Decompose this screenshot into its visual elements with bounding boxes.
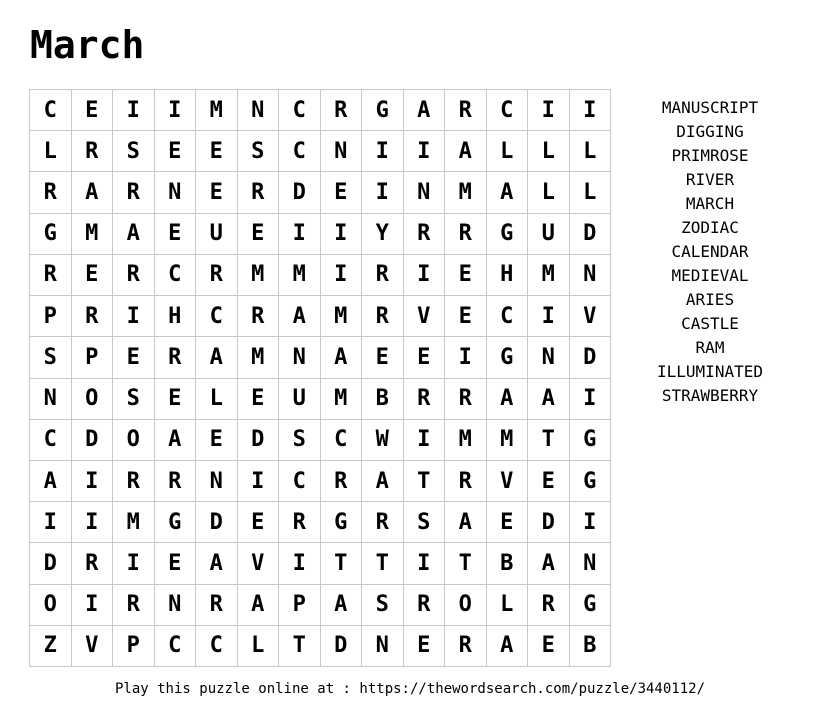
grid-cell[interactable]: U xyxy=(528,214,570,255)
grid-cell[interactable]: S xyxy=(279,420,321,461)
grid-cell[interactable]: A xyxy=(321,337,363,378)
grid-cell[interactable]: I xyxy=(404,543,446,584)
grid-cell[interactable]: C xyxy=(155,255,197,296)
grid-cell[interactable]: B xyxy=(570,626,612,667)
grid-cell[interactable]: R xyxy=(445,461,487,502)
grid-cell[interactable]: M xyxy=(279,255,321,296)
grid-cell[interactable]: M xyxy=(487,420,529,461)
grid-cell[interactable]: V xyxy=(487,461,529,502)
grid-cell[interactable]: A xyxy=(72,172,114,213)
grid-cell[interactable]: E xyxy=(404,626,446,667)
grid-cell[interactable]: R xyxy=(113,172,155,213)
grid-cell[interactable]: A xyxy=(487,379,529,420)
grid-cell[interactable]: S xyxy=(113,379,155,420)
grid-cell[interactable]: U xyxy=(196,214,238,255)
grid-cell[interactable]: A xyxy=(445,131,487,172)
word-list-item: MARCH xyxy=(685,194,735,213)
grid-cell[interactable]: R xyxy=(445,214,487,255)
grid-cell[interactable]: G xyxy=(570,585,612,626)
grid-cell[interactable]: I xyxy=(113,543,155,584)
grid-cell[interactable]: N xyxy=(362,626,404,667)
grid-cell[interactable]: A xyxy=(196,543,238,584)
grid-cell[interactable]: D xyxy=(570,337,612,378)
grid-cell[interactable]: E xyxy=(155,131,197,172)
grid-cell[interactable]: G xyxy=(487,214,529,255)
grid-cell[interactable]: Z xyxy=(30,626,72,667)
grid-cell[interactable]: I xyxy=(30,502,72,543)
grid-cell[interactable]: R xyxy=(113,461,155,502)
grid-cell[interactable]: G xyxy=(570,420,612,461)
word-list-item: ILLUMINATED xyxy=(657,362,763,381)
grid-cell[interactable]: L xyxy=(528,172,570,213)
grid-cell[interactable]: A xyxy=(321,585,363,626)
grid-cell[interactable]: E xyxy=(321,172,363,213)
grid-cell[interactable]: R xyxy=(321,461,363,502)
grid-cell[interactable]: N xyxy=(238,90,280,131)
grid-cell[interactable]: H xyxy=(155,296,197,337)
word-list-item: RIVER xyxy=(685,170,735,189)
grid-cell[interactable]: D xyxy=(279,172,321,213)
grid-cell[interactable]: E xyxy=(528,461,570,502)
grid-cell[interactable]: S xyxy=(404,502,446,543)
grid-cell[interactable]: R xyxy=(404,379,446,420)
grid-cell[interactable]: R xyxy=(238,296,280,337)
grid-cell[interactable]: I xyxy=(279,543,321,584)
grid-cell[interactable]: C xyxy=(30,420,72,461)
word-list-item: MANUSCRIPT xyxy=(661,98,759,117)
grid-cell[interactable]: R xyxy=(445,626,487,667)
grid-cell[interactable]: L xyxy=(528,131,570,172)
grid-cell[interactable]: C xyxy=(321,420,363,461)
grid-cell[interactable]: E xyxy=(445,255,487,296)
grid-cell[interactable]: C xyxy=(279,90,321,131)
grid-cell[interactable]: E xyxy=(445,296,487,337)
grid-cell[interactable]: T xyxy=(279,626,321,667)
grid-cell[interactable]: M xyxy=(445,172,487,213)
word-list-item: DIGGING xyxy=(676,122,744,141)
grid-cell[interactable]: A xyxy=(113,214,155,255)
grid-cell[interactable]: R xyxy=(238,172,280,213)
grid-cell[interactable]: R xyxy=(445,90,487,131)
grid-cell[interactable]: M xyxy=(528,255,570,296)
grid-cell[interactable]: C xyxy=(279,461,321,502)
grid-cell[interactable]: B xyxy=(487,543,529,584)
grid-cell[interactable]: R xyxy=(113,585,155,626)
grid-cell[interactable]: U xyxy=(279,379,321,420)
grid-cell[interactable]: D xyxy=(30,543,72,584)
grid-cell[interactable]: M xyxy=(445,420,487,461)
grid-cell[interactable]: I xyxy=(72,461,114,502)
grid-cell[interactable]: O xyxy=(445,585,487,626)
grid-cell[interactable]: I xyxy=(404,420,446,461)
grid-cell[interactable]: S xyxy=(30,337,72,378)
grid-cell[interactable]: G xyxy=(487,337,529,378)
grid-cell[interactable]: A xyxy=(279,296,321,337)
grid-cell[interactable]: R xyxy=(72,296,114,337)
grid-cell[interactable]: O xyxy=(72,379,114,420)
grid-cell[interactable]: R xyxy=(404,585,446,626)
word-list-item: CASTLE xyxy=(681,314,739,333)
grid-cell[interactable]: E xyxy=(487,502,529,543)
grid-cell[interactable]: G xyxy=(155,502,197,543)
grid-cell[interactable]: P xyxy=(30,296,72,337)
grid-cell[interactable]: N xyxy=(155,172,197,213)
grid-cell[interactable]: N xyxy=(279,337,321,378)
grid-cell[interactable]: P xyxy=(279,585,321,626)
word-list-item: ZODIAC xyxy=(681,218,739,237)
grid-cell[interactable]: E xyxy=(238,214,280,255)
grid-cell[interactable]: H xyxy=(487,255,529,296)
grid-cell[interactable]: N xyxy=(404,172,446,213)
word-list-item: RAM xyxy=(695,338,725,357)
grid-cell[interactable]: R xyxy=(196,255,238,296)
grid-cell[interactable]: E xyxy=(113,337,155,378)
grid-cell[interactable]: P xyxy=(72,337,114,378)
grid-cell[interactable]: E xyxy=(155,214,197,255)
grid-cell[interactable]: N xyxy=(321,131,363,172)
grid-cell[interactable]: M xyxy=(321,379,363,420)
grid-cell[interactable]: V xyxy=(72,626,114,667)
grid-cell[interactable]: L xyxy=(196,379,238,420)
grid-cell[interactable]: L xyxy=(238,626,280,667)
grid-cell[interactable]: V xyxy=(404,296,446,337)
grid-cell[interactable]: D xyxy=(72,420,114,461)
grid-cell[interactable]: M xyxy=(72,214,114,255)
grid-cell[interactable]: I xyxy=(279,214,321,255)
grid-cell[interactable]: S xyxy=(238,131,280,172)
grid-cell[interactable]: R xyxy=(72,131,114,172)
grid-cell[interactable]: R xyxy=(279,502,321,543)
grid-cell[interactable]: I xyxy=(72,585,114,626)
grid-cell[interactable]: T xyxy=(445,543,487,584)
grid-cell[interactable]: E xyxy=(238,379,280,420)
grid-cell[interactable]: I xyxy=(321,255,363,296)
grid-cell[interactable]: R xyxy=(445,379,487,420)
grid-cell[interactable]: I xyxy=(445,337,487,378)
grid-cell[interactable]: W xyxy=(362,420,404,461)
grid-cell[interactable]: L xyxy=(30,131,72,172)
grid-cell[interactable]: T xyxy=(321,543,363,584)
grid-cell[interactable]: I xyxy=(321,214,363,255)
word-list xyxy=(630,96,790,408)
grid-cell[interactable]: L xyxy=(487,585,529,626)
grid-cell[interactable]: D xyxy=(321,626,363,667)
grid-cell[interactable]: I xyxy=(155,90,197,131)
grid-cell[interactable]: G xyxy=(30,214,72,255)
grid-cell[interactable]: A xyxy=(196,337,238,378)
grid-cell[interactable]: L xyxy=(570,172,612,213)
grid-cell[interactable]: A xyxy=(487,626,529,667)
grid-cell[interactable]: D xyxy=(570,214,612,255)
grid-cell[interactable]: A xyxy=(528,543,570,584)
grid-cell[interactable]: M xyxy=(321,296,363,337)
grid-cell[interactable]: V xyxy=(238,543,280,584)
grid-cell[interactable]: O xyxy=(30,585,72,626)
grid-cell[interactable]: R xyxy=(72,543,114,584)
grid-cell[interactable]: C xyxy=(487,296,529,337)
grid-cell[interactable]: I xyxy=(362,131,404,172)
grid-cell[interactable]: R xyxy=(155,461,197,502)
grid-cell[interactable]: A xyxy=(155,420,197,461)
grid-cell[interactable]: R xyxy=(113,255,155,296)
grid-cell[interactable]: R xyxy=(196,585,238,626)
grid-cell[interactable]: E xyxy=(404,337,446,378)
grid-cell[interactable]: I xyxy=(404,131,446,172)
grid-cell[interactable]: I xyxy=(362,172,404,213)
grid-cell[interactable]: T xyxy=(528,420,570,461)
grid-cell[interactable]: E xyxy=(528,626,570,667)
word-list-item: CALENDAR xyxy=(671,242,749,261)
grid-cell[interactable]: N xyxy=(528,337,570,378)
grid-cell[interactable]: I xyxy=(528,90,570,131)
grid-cell[interactable]: R xyxy=(362,296,404,337)
grid-cell[interactable]: R xyxy=(155,337,197,378)
grid-cell[interactable]: V xyxy=(570,296,612,337)
grid-cell[interactable]: R xyxy=(362,255,404,296)
grid-cell[interactable]: M xyxy=(238,337,280,378)
grid-cell[interactable]: N xyxy=(196,461,238,502)
grid-cell[interactable]: R xyxy=(528,585,570,626)
grid-cell[interactable]: N xyxy=(570,543,612,584)
grid-cell[interactable]: C xyxy=(30,90,72,131)
grid-cell[interactable]: G xyxy=(362,90,404,131)
grid-cell[interactable]: E xyxy=(72,255,114,296)
grid-cell[interactable]: C xyxy=(196,626,238,667)
grid-cell[interactable]: M xyxy=(196,90,238,131)
grid-cell[interactable]: I xyxy=(238,461,280,502)
grid-cell[interactable]: C xyxy=(487,90,529,131)
grid-cell[interactable]: E xyxy=(196,420,238,461)
grid-cell[interactable]: C xyxy=(155,626,197,667)
grid-cell[interactable]: C xyxy=(196,296,238,337)
grid-cell[interactable]: A xyxy=(404,90,446,131)
grid-cell[interactable]: R xyxy=(404,214,446,255)
grid-cell[interactable]: S xyxy=(113,131,155,172)
grid-cell[interactable]: L xyxy=(487,131,529,172)
grid-cell[interactable]: E xyxy=(196,131,238,172)
grid-cell[interactable]: A xyxy=(487,172,529,213)
grid-cell[interactable]: M xyxy=(113,502,155,543)
grid-cell[interactable]: I xyxy=(113,296,155,337)
letter-grid[interactable] xyxy=(29,89,611,667)
grid-cell[interactable]: G xyxy=(321,502,363,543)
grid-cell[interactable]: R xyxy=(321,90,363,131)
grid-cell[interactable]: E xyxy=(155,543,197,584)
grid-cell[interactable]: E xyxy=(155,379,197,420)
grid-cell[interactable]: S xyxy=(362,585,404,626)
word-list-item: PRIMROSE xyxy=(671,146,749,165)
grid-cell[interactable]: P xyxy=(113,626,155,667)
grid-cell[interactable]: C xyxy=(279,131,321,172)
grid-cell[interactable]: R xyxy=(30,255,72,296)
grid-cell[interactable]: B xyxy=(362,379,404,420)
grid-cell[interactable]: I xyxy=(570,379,612,420)
grid-cell[interactable]: E xyxy=(196,172,238,213)
grid-cell[interactable]: G xyxy=(570,461,612,502)
grid-cell[interactable]: M xyxy=(238,255,280,296)
grid-cell[interactable]: R xyxy=(362,502,404,543)
grid-cell[interactable]: D xyxy=(196,502,238,543)
grid-cell[interactable]: I xyxy=(570,502,612,543)
grid-cell[interactable]: R xyxy=(30,172,72,213)
grid-cell[interactable]: I xyxy=(72,502,114,543)
grid-cell[interactable]: I xyxy=(528,296,570,337)
grid-cell[interactable]: A xyxy=(238,585,280,626)
word-list-item: ARIES xyxy=(685,290,735,309)
grid-cell[interactable]: I xyxy=(404,255,446,296)
grid-cell[interactable]: E xyxy=(238,502,280,543)
grid-cell[interactable]: L xyxy=(570,131,612,172)
grid-cell[interactable]: A xyxy=(445,502,487,543)
grid-cell[interactable]: D xyxy=(528,502,570,543)
grid-cell[interactable]: O xyxy=(113,420,155,461)
grid-cell[interactable]: I xyxy=(113,90,155,131)
grid-cell[interactable]: Y xyxy=(362,214,404,255)
grid-cell[interactable]: A xyxy=(30,461,72,502)
grid-cell[interactable]: A xyxy=(528,379,570,420)
word-list-item: MEDIEVAL xyxy=(671,266,749,285)
grid-cell[interactable]: T xyxy=(404,461,446,502)
word-list-item: STRAWBERRY xyxy=(661,386,759,405)
grid-cell[interactable]: T xyxy=(362,543,404,584)
grid-cell[interactable]: E xyxy=(362,337,404,378)
footer-link-text[interactable]: Play this puzzle online at : https://thewordsearch.com/puzzle/3440112/ xyxy=(114,681,705,697)
puzzle-title: March xyxy=(30,23,145,67)
grid-cell[interactable]: N xyxy=(155,585,197,626)
grid-cell[interactable]: E xyxy=(72,90,114,131)
grid-cell[interactable]: N xyxy=(30,379,72,420)
grid-cell[interactable]: N xyxy=(570,255,612,296)
grid-cell[interactable]: I xyxy=(570,90,612,131)
grid-cell[interactable]: A xyxy=(362,461,404,502)
grid-cell[interactable]: D xyxy=(238,420,280,461)
